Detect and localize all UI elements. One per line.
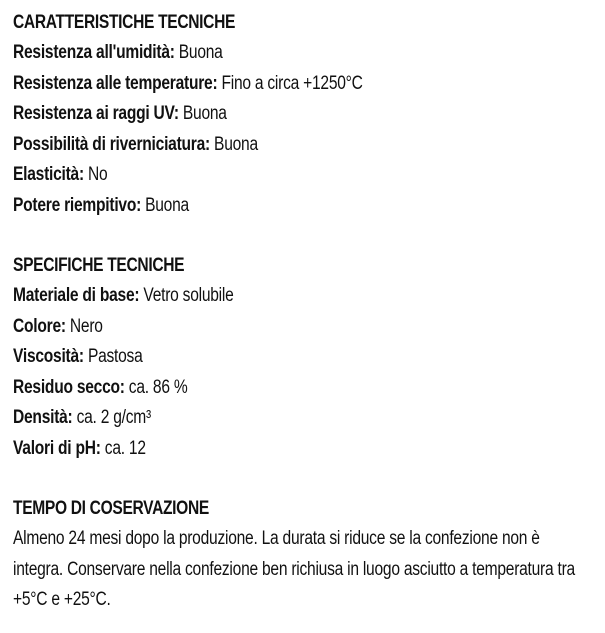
spec-row [13,281,498,312]
spec-value: Buona [209,133,258,155]
spec-value: Vetro solubile [139,285,234,306]
spec-row [13,342,498,373]
section-title: CARATTERISTICHE TECNICHE [13,12,236,33]
spec-value: ca. 12 [100,437,146,459]
spec-value: Fino a circa +1250°C [217,72,363,94]
spec-row [13,191,498,222]
section-title: SPECIFICHE TECNICHE [13,255,185,276]
spec-label: Colore: [13,315,66,337]
spec-label: Potere riempitivo: [13,194,142,216]
spec-value: Nero [65,315,103,337]
section-caratteristiche [13,8,605,221]
spec-row [13,130,498,161]
spec-label: Resistenza alle temperature: [13,72,218,94]
spec-label: Densità: [13,407,73,428]
spec-label: Resistenza all'umidità: [13,42,175,63]
spec-row [13,312,498,343]
spec-label: Valori di pH: [13,437,101,459]
spec-label: Possibilità di riverniciatura: [13,133,210,155]
spec-value: Buona [178,103,227,124]
spec-value: Buona [174,42,223,63]
spec-label: Materiale di base: [13,285,140,306]
spec-row [13,373,498,404]
section-specifiche [13,251,605,464]
section-conservazione [13,494,605,616]
section-title: TEMPO DI COSERVAZIONE [13,498,209,519]
spec-row [13,160,498,191]
spec-value: Pastosa [83,346,143,367]
spec-row [13,403,498,434]
spec-value: ca. 2 g/cm³ [72,407,151,428]
storage-paragraph: Almeno 24 mesi dopo la produzione. La durata si riduce se la confezione non è integra. Conservare nella confezione ben richiusa in luogo asciutto a temperatura tra +5°C e +25°C. [13,528,575,610]
spec-value: Buona [141,194,189,216]
spec-row [13,38,498,69]
spec-row [13,99,498,130]
spec-row [13,69,498,100]
spec-label: Elasticità: [13,164,84,185]
spec-label: Resistenza ai raggi UV: [13,103,179,124]
spec-row [13,434,498,465]
spec-label: Viscosità: [13,346,84,367]
spec-label: Residuo secco: [13,376,125,398]
spec-value: ca. 86 % [124,376,188,398]
spec-value: No [83,164,108,185]
